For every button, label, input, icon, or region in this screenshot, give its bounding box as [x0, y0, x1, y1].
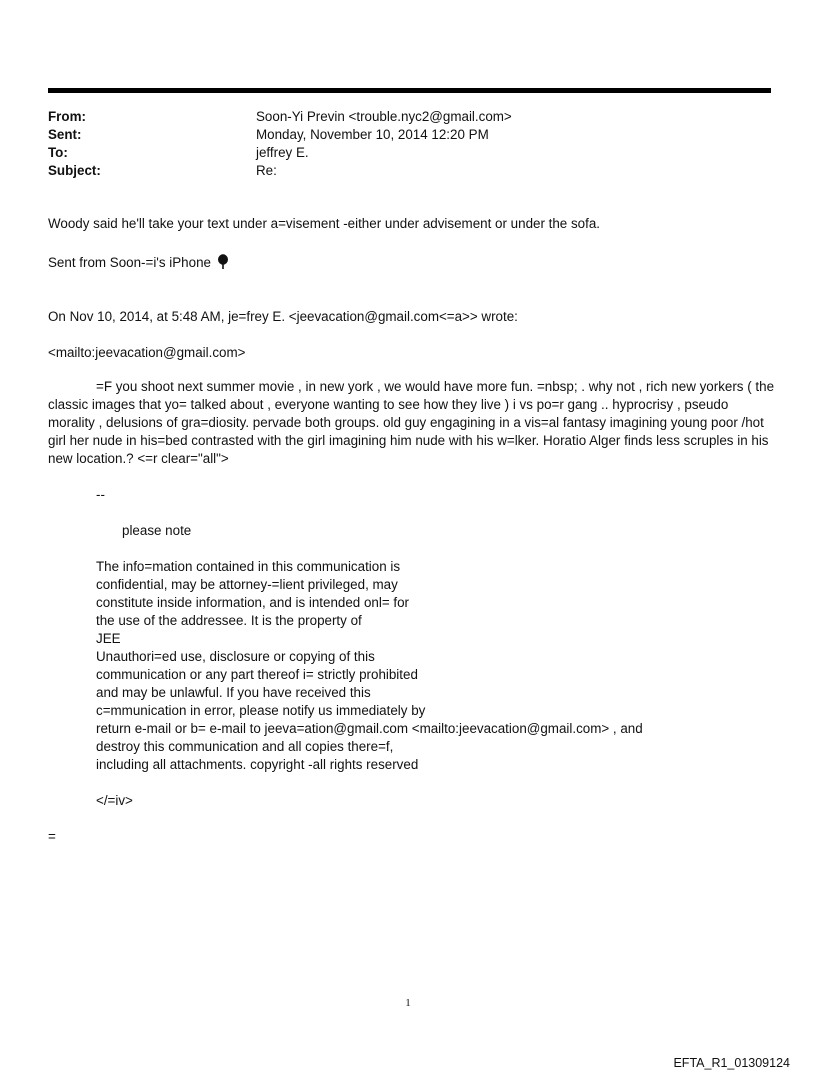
sent-row — [48, 126, 748, 144]
pin-icon — [217, 254, 229, 275]
please-note: please note — [122, 523, 192, 538]
quoted-message-text: =F you shoot next summer movie , in new york , we would have more fun. =nbsp; . why not , rich new yorkers ( the classic images that yo= talked about , everyone wanting to see how they live ) i vs po=r gang .. hyprocrisy , pseudo morality , delusions of gra=diosity. pervade both groups. old guy engagining in a vis=al fantasy imagining young poor /hot girl her nude in his=bed contrasted with the girl imagining him nude with his w=lker. Horatio Alger finds less scruples in his new location.? <=r clear="all"> — [48, 379, 775, 466]
quote-intro: On Nov 10, 2014, at 5:48 AM, je=frey E. <jeevacation@gmail.com<=a>> wrote: — [48, 309, 518, 324]
sent-value: Monday, November 10, 2014 12:20 PM — [256, 127, 489, 142]
reply-text: Woody said he'll take your text under a=visement -either under advisement or under the sofa. — [48, 216, 601, 231]
signature-block — [96, 558, 643, 774]
signature-line: constitute inside information, and is intended onl= for — [96, 595, 410, 610]
page-number: 1 — [405, 997, 411, 1009]
signature-line: return e-mail or b= e-mail to jeeva=ation@gmail.com <mailto:jeevacation@gmail.com> , and — [96, 721, 643, 736]
to-value: jeffrey E. — [256, 145, 309, 160]
from-value: Soon-Yi Previn <trouble.nyc2@gmail.com> — [256, 109, 512, 124]
to-row — [48, 144, 748, 162]
signature-line: c=mmunication in error, please notify us immediately by — [96, 703, 426, 718]
signature-line: confidential, may be attorney-=lient privileged, may — [96, 577, 398, 592]
subject-value: Re: — [256, 163, 277, 178]
signature-line: communication or any part thereof i= strictly prohibited — [96, 667, 418, 682]
subject-row — [48, 162, 748, 180]
signature-line: The info=mation contained in this communication is — [96, 559, 401, 574]
signature-line: JEE — [96, 631, 121, 646]
email-header — [48, 108, 748, 180]
header-rule — [48, 88, 771, 93]
quoted-message — [48, 378, 774, 468]
signature-line: destroy this communication and all copies there=f, — [96, 739, 394, 754]
signature-line: the use of the addressee. It is the property of — [96, 613, 362, 628]
to-label: To: — [48, 145, 68, 160]
signature-line: and may be unlawful. If you have received this — [96, 685, 371, 700]
from-label: From: — [48, 109, 86, 124]
subject-label: Subject: — [48, 163, 101, 178]
sent-label: Sent: — [48, 127, 82, 142]
from-row — [48, 108, 748, 126]
sent-from-line — [48, 254, 229, 275]
signature-dashes: -- — [96, 487, 105, 502]
mailto-link[interactable]: <mailto:jeevacation@gmail.com> — [48, 345, 246, 360]
closing-tag: </=iv> — [96, 793, 133, 808]
signature-line: Unauthori=ed use, disclosure or copying of this — [96, 649, 375, 664]
document-id: EFTA_R1_01309124 — [673, 1056, 790, 1070]
sent-from-text: Sent from Soon-=i's iPhone — [48, 255, 211, 270]
trailing-equals: = — [48, 829, 56, 844]
signature-line: including all attachments. copyright -all rights reserved — [96, 757, 419, 772]
